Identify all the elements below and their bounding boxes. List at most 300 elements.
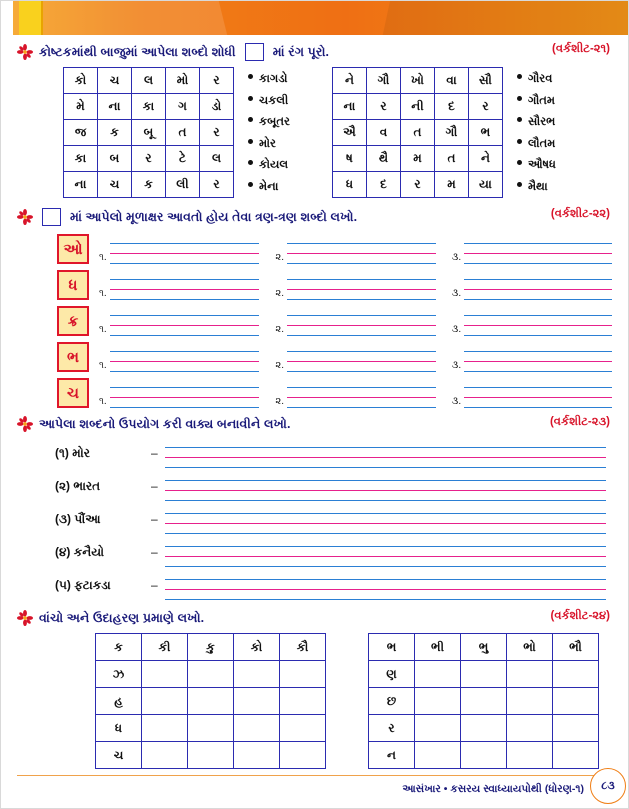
answer-blanks bbox=[99, 342, 612, 372]
grid-cell[interactable]: ચ bbox=[98, 172, 132, 198]
write-line-blue[interactable] bbox=[464, 362, 612, 372]
section-23-title: આપેલા શબ્દનો ઉપયોગ કરી વાક્ય બનાવીને લખો. bbox=[39, 416, 291, 431]
grid-cell[interactable]: ર bbox=[200, 172, 234, 198]
table-answer-cell[interactable] bbox=[188, 742, 234, 769]
table-answer-cell[interactable] bbox=[188, 688, 234, 715]
word-text: મેના bbox=[259, 180, 279, 193]
grid-cell[interactable]: ઐ bbox=[332, 120, 366, 146]
grid-cell[interactable]: ક bbox=[132, 172, 166, 198]
grid-row bbox=[332, 146, 502, 172]
write-line-pink[interactable] bbox=[287, 280, 436, 290]
write-line-blue[interactable] bbox=[287, 290, 436, 300]
table-answer-cell[interactable] bbox=[188, 661, 234, 688]
write-line-blue[interactable] bbox=[165, 458, 606, 468]
write-line-pink[interactable] bbox=[464, 244, 612, 254]
bullet-dot-icon bbox=[248, 160, 253, 165]
exercise-table-right[interactable] bbox=[368, 633, 599, 769]
sentence-label bbox=[55, 446, 151, 461]
letter-row bbox=[57, 378, 612, 408]
bullet-dot-icon bbox=[248, 182, 253, 187]
blank-item[interactable] bbox=[99, 378, 259, 408]
grid-row bbox=[332, 94, 502, 120]
table-row bbox=[369, 715, 599, 742]
grid-cell[interactable]: યા bbox=[468, 172, 502, 198]
grid-cell[interactable]: ત bbox=[166, 120, 200, 146]
blank-number: ૧. bbox=[99, 288, 107, 299]
blank-item[interactable] bbox=[275, 234, 435, 264]
write-line-pink[interactable] bbox=[464, 316, 612, 326]
blank-number: ૩. bbox=[451, 360, 462, 371]
blank-item[interactable] bbox=[275, 270, 435, 300]
grid-cell[interactable]: ખો bbox=[400, 68, 434, 94]
sentence-label bbox=[55, 578, 151, 593]
write-line-blue[interactable] bbox=[110, 234, 260, 244]
answer-blanks bbox=[99, 378, 612, 408]
grid-row bbox=[64, 146, 234, 172]
table-answer-cell[interactable] bbox=[142, 742, 188, 769]
table-answer-cell[interactable] bbox=[461, 742, 507, 769]
write-line-pink[interactable] bbox=[287, 316, 436, 326]
write-line-pink[interactable] bbox=[110, 316, 260, 326]
write-line-blue[interactable] bbox=[165, 537, 606, 547]
write-line-blue[interactable] bbox=[287, 342, 436, 352]
table-row-label: ણ bbox=[369, 661, 415, 688]
write-line-blue[interactable] bbox=[464, 290, 612, 300]
table-answer-cell[interactable] bbox=[553, 742, 599, 769]
blank-lines[interactable] bbox=[287, 306, 436, 336]
blank-item[interactable] bbox=[275, 342, 435, 372]
grid-cell[interactable]: ધ bbox=[332, 172, 366, 198]
write-line-blue[interactable] bbox=[287, 270, 436, 280]
table-answer-cell[interactable] bbox=[507, 715, 553, 742]
grid-cell[interactable]: ચ bbox=[98, 68, 132, 94]
write-line-pink[interactable] bbox=[287, 244, 436, 254]
table-header-cell: ભો bbox=[507, 634, 553, 661]
blank-item[interactable] bbox=[452, 342, 612, 372]
blank-lines[interactable] bbox=[287, 234, 436, 264]
word-text: મોર bbox=[259, 137, 276, 150]
flower-icon bbox=[17, 209, 33, 225]
bullet-dot-icon bbox=[517, 160, 522, 165]
table-answer-cell[interactable] bbox=[188, 715, 234, 742]
table-header-cell: ભ bbox=[369, 634, 415, 661]
blank-lines[interactable] bbox=[464, 306, 612, 336]
page-content bbox=[1, 35, 628, 808]
list-item bbox=[517, 155, 556, 177]
write-line-blue[interactable] bbox=[287, 362, 436, 372]
write-line-blue[interactable] bbox=[464, 398, 612, 408]
grid-cell[interactable]: ગૌ bbox=[366, 68, 400, 94]
blank-item[interactable] bbox=[452, 234, 612, 264]
list-item bbox=[248, 69, 290, 91]
sentence-label bbox=[55, 545, 151, 560]
write-line-pink[interactable] bbox=[464, 388, 612, 398]
write-line-blue[interactable] bbox=[110, 254, 260, 264]
grid-cell[interactable]: કા bbox=[64, 146, 98, 172]
blank-number: ૧. bbox=[99, 360, 107, 371]
blank-lines[interactable] bbox=[287, 378, 436, 408]
table-answer-cell[interactable] bbox=[280, 742, 326, 769]
write-line-pink[interactable] bbox=[165, 481, 606, 491]
grid-cell[interactable]: મ bbox=[400, 146, 434, 172]
write-line-pink[interactable] bbox=[165, 448, 606, 458]
grid-cell[interactable]: કો bbox=[64, 68, 98, 94]
blank-number: ૨. bbox=[275, 324, 284, 335]
grid-row bbox=[64, 172, 234, 198]
sentence-word: મોર bbox=[72, 445, 90, 460]
write-line-pink[interactable] bbox=[110, 280, 260, 290]
blank-item[interactable] bbox=[99, 270, 259, 300]
write-line-blue[interactable] bbox=[165, 524, 606, 534]
grid-row bbox=[332, 172, 502, 198]
blank-lines[interactable] bbox=[110, 378, 260, 408]
table-row bbox=[96, 715, 326, 742]
table-header-cell: કી bbox=[142, 634, 188, 661]
write-line-blue[interactable] bbox=[110, 398, 260, 408]
write-line-blue[interactable] bbox=[110, 342, 260, 352]
grid-row bbox=[64, 94, 234, 120]
bullet-dot-icon bbox=[517, 117, 522, 122]
page-header-band bbox=[1, 1, 628, 35]
sentence-number: (૩) bbox=[55, 511, 71, 526]
table-answer-cell[interactable] bbox=[234, 688, 280, 715]
write-line-blue[interactable] bbox=[165, 491, 606, 501]
table-header-cell: કૌ bbox=[280, 634, 326, 661]
table-answer-cell[interactable] bbox=[234, 661, 280, 688]
blank-lines[interactable] bbox=[464, 270, 612, 300]
sentence-write-lines[interactable] bbox=[165, 471, 612, 501]
section-23-heading bbox=[17, 416, 612, 432]
grid-cell[interactable]: ના bbox=[64, 172, 98, 198]
table-answer-cell[interactable] bbox=[415, 742, 461, 769]
grid-cell[interactable]: ત bbox=[400, 120, 434, 146]
write-line-blue[interactable] bbox=[464, 306, 612, 316]
write-line-pink[interactable] bbox=[165, 514, 606, 524]
write-line-pink[interactable] bbox=[464, 280, 612, 290]
table-answer-cell[interactable] bbox=[142, 715, 188, 742]
write-line-pink[interactable] bbox=[165, 547, 606, 557]
write-line-blue[interactable] bbox=[165, 438, 606, 448]
table-row bbox=[96, 688, 326, 715]
grid-cell[interactable]: ર bbox=[366, 94, 400, 120]
table-answer-cell[interactable] bbox=[234, 742, 280, 769]
blank-item[interactable] bbox=[452, 378, 612, 408]
write-line-blue[interactable] bbox=[110, 362, 260, 372]
answer-blanks bbox=[99, 306, 612, 336]
section-worksheet-22 bbox=[17, 208, 612, 408]
bullet-dot-icon bbox=[517, 74, 522, 79]
table-answer-cell[interactable] bbox=[142, 688, 188, 715]
table-header-cell: ભૌ bbox=[553, 634, 599, 661]
write-line-pink[interactable] bbox=[110, 388, 260, 398]
list-item bbox=[248, 112, 290, 134]
section-24-tables bbox=[17, 633, 612, 769]
table-answer-cell[interactable] bbox=[142, 661, 188, 688]
table-answer-cell[interactable] bbox=[280, 715, 326, 742]
list-item bbox=[248, 155, 290, 177]
table-answer-cell[interactable] bbox=[507, 661, 553, 688]
grid-cell[interactable]: ને bbox=[332, 68, 366, 94]
footer-title: આસંખાર • કસરય સ્વાધ્યાયપોથી (ધોરણ-૧) bbox=[402, 783, 584, 795]
blank-lines[interactable] bbox=[464, 234, 612, 264]
flower-icon bbox=[17, 44, 33, 60]
grid-cell[interactable]: ની bbox=[400, 94, 434, 120]
write-line-blue[interactable] bbox=[287, 378, 436, 388]
header-yellow-tab bbox=[19, 1, 43, 35]
worksheet-tag-21: (વર્કશીટ-૨૧) bbox=[551, 43, 610, 55]
sentence-number: (૫) bbox=[55, 577, 71, 592]
blank-lines[interactable] bbox=[110, 234, 260, 264]
blank-item[interactable] bbox=[99, 342, 259, 372]
sentence-row bbox=[55, 537, 612, 567]
grid-cell[interactable]: ને bbox=[468, 146, 502, 172]
section-24-title: વાંચો અને ઉદાહરણ પ્રમાણે લખો. bbox=[39, 610, 205, 625]
table-answer-cell[interactable] bbox=[461, 715, 507, 742]
grid-cell[interactable]: ના bbox=[332, 94, 366, 120]
write-line-blue[interactable] bbox=[287, 254, 436, 264]
grid-cell[interactable]: લી bbox=[166, 172, 200, 198]
grid-cell[interactable]: ડો bbox=[200, 94, 234, 120]
grid-cell[interactable]: લ bbox=[200, 146, 234, 172]
bullet-dot-icon bbox=[248, 117, 253, 122]
write-line-blue[interactable] bbox=[110, 378, 260, 388]
grid-cell[interactable]: ના bbox=[98, 94, 132, 120]
blank-number: ૧. bbox=[99, 396, 107, 407]
blank-lines[interactable] bbox=[464, 378, 612, 408]
blank-lines[interactable] bbox=[110, 306, 260, 336]
write-line-blue[interactable] bbox=[165, 590, 606, 600]
section-22-heading bbox=[17, 208, 612, 226]
exercise-table-left[interactable] bbox=[95, 633, 326, 769]
write-line-pink[interactable] bbox=[110, 352, 260, 362]
write-line-blue[interactable] bbox=[165, 570, 606, 580]
word-text: સૌરભ bbox=[527, 116, 556, 128]
letter-chip: ભ bbox=[57, 342, 89, 372]
table-answer-cell[interactable] bbox=[415, 715, 461, 742]
table-answer-cell[interactable] bbox=[461, 688, 507, 715]
grid-cell[interactable]: સૌ bbox=[468, 68, 502, 94]
table-row-label: હ bbox=[96, 688, 142, 715]
grid-row bbox=[332, 120, 502, 146]
blank-lines[interactable] bbox=[464, 342, 612, 372]
word-search-grid-left[interactable] bbox=[63, 67, 234, 198]
grid-cell[interactable]: જ bbox=[64, 120, 98, 146]
blank-number: ૩. bbox=[451, 324, 462, 335]
letter-chip: ધ bbox=[57, 270, 89, 300]
blank-item[interactable] bbox=[452, 270, 612, 300]
sentence-dash: – bbox=[151, 446, 158, 460]
list-item bbox=[517, 91, 556, 113]
table-answer-cell[interactable] bbox=[553, 715, 599, 742]
write-line-blue[interactable] bbox=[110, 290, 260, 300]
list-item bbox=[517, 112, 556, 134]
blank-number: ૩. bbox=[451, 396, 462, 407]
sentence-row bbox=[55, 438, 612, 468]
write-line-pink[interactable] bbox=[110, 244, 260, 254]
write-line-blue[interactable] bbox=[165, 504, 606, 514]
blank-lines[interactable] bbox=[110, 270, 260, 300]
grid-cell[interactable]: થૈ bbox=[366, 146, 400, 172]
sentence-row bbox=[55, 504, 612, 534]
blank-lines[interactable] bbox=[110, 342, 260, 372]
grid-cell[interactable]: મો bbox=[166, 68, 200, 94]
blank-item[interactable] bbox=[275, 378, 435, 408]
grid-cell[interactable]: ષ bbox=[332, 146, 366, 172]
letter-row bbox=[57, 306, 612, 336]
sentence-word: કનૈયો bbox=[73, 544, 105, 559]
grid-pair-right bbox=[332, 67, 556, 198]
blank-number: ૩. bbox=[451, 252, 462, 263]
table-row-label: ધ bbox=[96, 715, 142, 742]
table-row-label: ચ bbox=[96, 742, 142, 769]
flower-icon bbox=[17, 610, 33, 626]
grid-cell[interactable]: મે bbox=[64, 94, 98, 120]
grid-cell[interactable]: વા bbox=[434, 68, 468, 94]
table-answer-cell[interactable] bbox=[280, 661, 326, 688]
sentence-dash: – bbox=[151, 578, 158, 592]
section-21-title-after: માં રંગ પૂરો. bbox=[272, 44, 330, 59]
write-line-blue[interactable] bbox=[287, 398, 436, 408]
section-24-heading bbox=[17, 610, 612, 626]
sentence-write-lines[interactable] bbox=[165, 438, 612, 468]
grid-cell[interactable]: ગૌ bbox=[434, 120, 468, 146]
write-line-blue[interactable] bbox=[464, 254, 612, 264]
write-line-blue[interactable] bbox=[287, 234, 436, 244]
word-search-grid-right[interactable] bbox=[332, 67, 503, 198]
write-line-pink[interactable] bbox=[165, 580, 606, 590]
table-answer-cell[interactable] bbox=[507, 742, 553, 769]
grid-cell[interactable]: બૂ bbox=[132, 120, 166, 146]
grid-cell[interactable]: ર bbox=[400, 172, 434, 198]
grid-cell[interactable]: ગ bbox=[166, 94, 200, 120]
table-answer-cell[interactable] bbox=[415, 661, 461, 688]
word-text: ગૌતમ bbox=[527, 94, 556, 107]
grid-cell[interactable]: બ bbox=[98, 146, 132, 172]
section-21-heading bbox=[17, 43, 612, 61]
grid-cell[interactable]: ત bbox=[434, 146, 468, 172]
grid-pair-left bbox=[63, 67, 290, 198]
write-line-blue[interactable] bbox=[464, 342, 612, 352]
blank-number: ૨. bbox=[275, 252, 284, 263]
word-text: ગૌરવ bbox=[527, 73, 553, 85]
write-line-blue[interactable] bbox=[464, 326, 612, 336]
grid-cell[interactable]: મ bbox=[434, 172, 468, 198]
sentence-write-lines[interactable] bbox=[165, 537, 612, 567]
grid-cell[interactable]: ર bbox=[132, 146, 166, 172]
write-line-pink[interactable] bbox=[287, 352, 436, 362]
grid-cell[interactable]: ભ bbox=[468, 120, 502, 146]
table-header-cell: કો bbox=[234, 634, 280, 661]
table-row bbox=[369, 688, 599, 715]
write-line-blue[interactable] bbox=[110, 326, 260, 336]
letter-chip: ચ bbox=[57, 378, 89, 408]
table-answer-cell[interactable] bbox=[234, 715, 280, 742]
table-row bbox=[369, 634, 599, 661]
sentence-dash: – bbox=[151, 512, 158, 526]
word-text: કાગડો bbox=[259, 73, 288, 85]
section-worksheet-23 bbox=[17, 416, 612, 600]
sentence-write-lines[interactable] bbox=[165, 504, 612, 534]
table-row-label: ઝ bbox=[96, 661, 142, 688]
table-answer-cell[interactable] bbox=[461, 661, 507, 688]
letter-row bbox=[57, 342, 612, 372]
section-22-letter-rows bbox=[17, 234, 612, 408]
blank-item[interactable] bbox=[99, 306, 259, 336]
table-row-label: છ bbox=[369, 688, 415, 715]
table-answer-cell[interactable] bbox=[507, 688, 553, 715]
table-answer-cell[interactable] bbox=[553, 661, 599, 688]
write-line-pink[interactable] bbox=[464, 352, 612, 362]
section-22-title: માં આપેલો મૂળાક્ષર આવતો હોય તેવા ત્રણ-ત્રણ શબ્દો લખો. bbox=[70, 209, 358, 224]
table-row bbox=[369, 661, 599, 688]
blank-lines[interactable] bbox=[287, 342, 436, 372]
grid-cell[interactable]: વ bbox=[366, 120, 400, 146]
letter-chip: ક્ર bbox=[57, 306, 89, 336]
blank-item[interactable] bbox=[99, 234, 259, 264]
write-line-pink[interactable] bbox=[287, 388, 436, 398]
sentence-number: (૨) bbox=[55, 478, 71, 493]
blank-item[interactable] bbox=[275, 306, 435, 336]
answer-blanks bbox=[99, 270, 612, 300]
table-row bbox=[96, 742, 326, 769]
letter-row bbox=[57, 270, 612, 300]
write-line-blue[interactable] bbox=[287, 326, 436, 336]
grid-row bbox=[64, 68, 234, 94]
write-line-blue[interactable] bbox=[165, 471, 606, 481]
table-answer-cell[interactable] bbox=[415, 688, 461, 715]
write-line-blue[interactable] bbox=[464, 270, 612, 280]
blank-item[interactable] bbox=[452, 306, 612, 336]
write-line-blue[interactable] bbox=[110, 306, 260, 316]
grid-cell[interactable]: દ bbox=[366, 172, 400, 198]
table-row bbox=[369, 742, 599, 769]
grid-cell[interactable]: ર bbox=[200, 120, 234, 146]
word-list-left bbox=[248, 67, 290, 198]
bullet-dot-icon bbox=[248, 139, 253, 144]
color-box-21 bbox=[245, 43, 264, 61]
grid-cell[interactable]: લ bbox=[132, 68, 166, 94]
blank-lines[interactable] bbox=[287, 270, 436, 300]
grid-cell[interactable]: દ bbox=[434, 94, 468, 120]
write-line-blue[interactable] bbox=[165, 557, 606, 567]
write-line-blue[interactable] bbox=[464, 378, 612, 388]
table-answer-cell[interactable] bbox=[553, 688, 599, 715]
grid-cell[interactable]: ર bbox=[468, 94, 502, 120]
bullet-dot-icon bbox=[517, 139, 522, 144]
grid-cell[interactable]: ક bbox=[98, 120, 132, 146]
table-header-cell: ભુ bbox=[461, 634, 507, 661]
table-header-cell: ક bbox=[96, 634, 142, 661]
flower-icon bbox=[17, 416, 33, 432]
sentence-word: ફટાકડા bbox=[74, 577, 111, 592]
sentence-dash: – bbox=[151, 479, 158, 493]
section-worksheet-24 bbox=[17, 610, 612, 769]
sentence-write-lines[interactable] bbox=[165, 570, 612, 600]
write-line-blue[interactable] bbox=[464, 234, 612, 244]
page-number-badge: ૮૩ bbox=[590, 768, 626, 804]
sentence-number: (૪) bbox=[55, 544, 71, 559]
list-item bbox=[248, 91, 290, 113]
grid-cell[interactable]: કા bbox=[132, 94, 166, 120]
grid-cell[interactable]: ર bbox=[200, 68, 234, 94]
write-line-blue[interactable] bbox=[287, 306, 436, 316]
write-line-blue[interactable] bbox=[110, 270, 260, 280]
blank-number: ૨. bbox=[275, 396, 284, 407]
grid-cell[interactable]: ટે bbox=[166, 146, 200, 172]
table-answer-cell[interactable] bbox=[280, 688, 326, 715]
word-text: કબૂતર bbox=[259, 116, 290, 128]
worksheet-tag-24: (વર્કશીટ-૨૪) bbox=[550, 610, 610, 622]
